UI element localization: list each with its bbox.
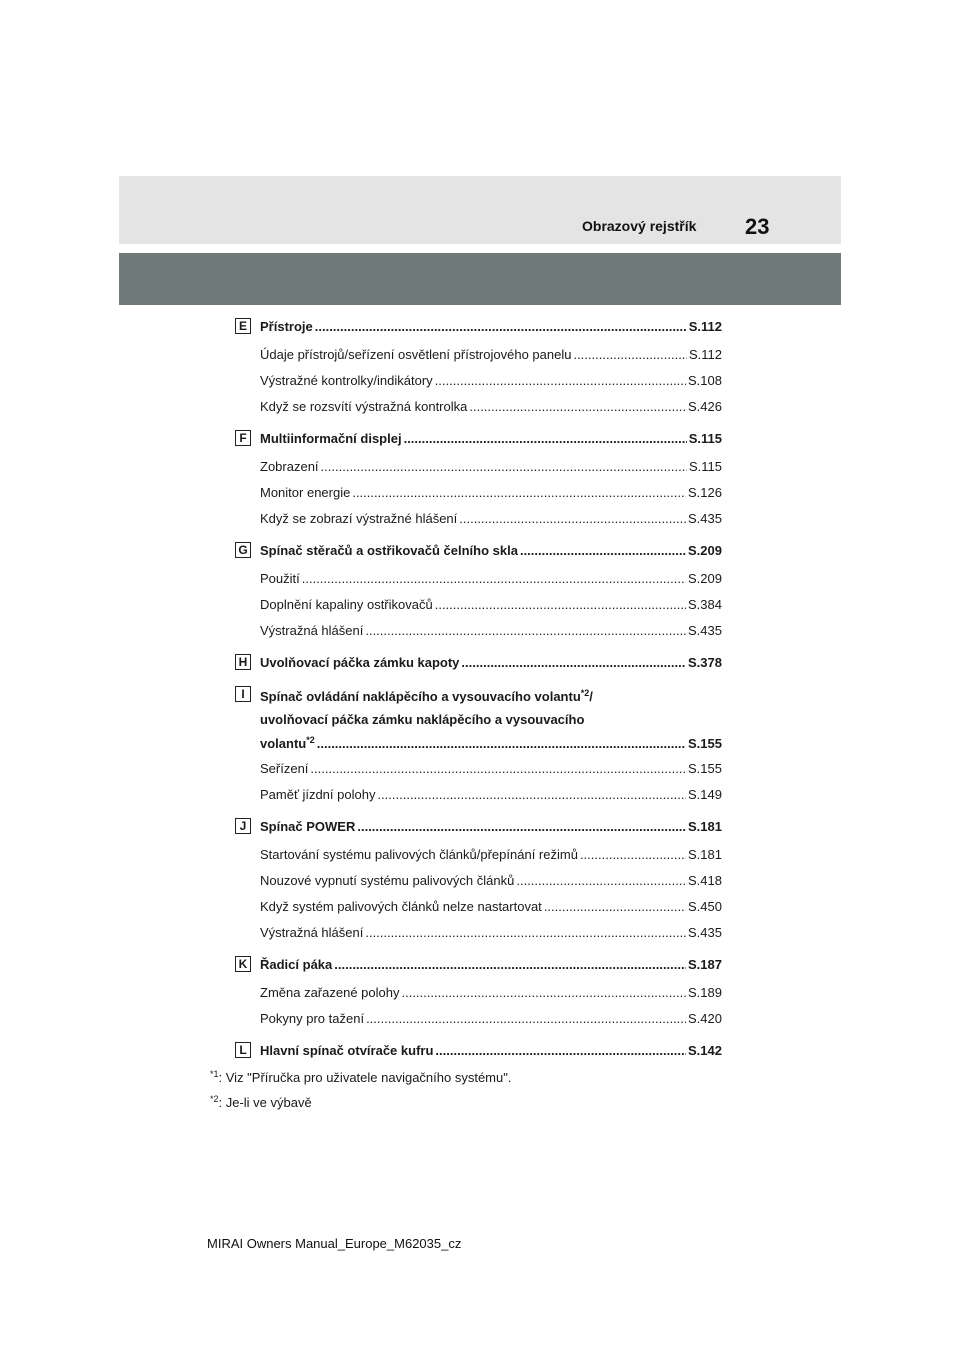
footnote-text: : Je-li ve výbavě xyxy=(218,1095,312,1110)
entry-label: Pokyny pro tažení xyxy=(260,1011,365,1026)
footnote-text: : Viz "Příručka pro uživatele navigačního systému". xyxy=(218,1070,512,1085)
index-entry[interactable] xyxy=(260,459,722,474)
index-entry[interactable] xyxy=(260,623,722,638)
entry-page: S.115 xyxy=(688,431,722,446)
entry-page: S.418 xyxy=(688,873,722,888)
index-entry[interactable] xyxy=(260,985,722,1000)
document-footer: MIRAI Owners Manual_Europe_M62035_cz xyxy=(207,1236,462,1251)
header-dark-band xyxy=(119,253,841,305)
entry-page: S.435 xyxy=(688,511,722,526)
entry-label: uvolňovací páčka zámku naklápěcího a vysouvacího xyxy=(260,712,585,727)
leader-dots xyxy=(321,459,687,474)
footnote-ref: *2 xyxy=(306,735,315,745)
leader-dots xyxy=(544,899,686,914)
index-entry[interactable] xyxy=(260,431,722,446)
entry-page: S.189 xyxy=(688,985,722,1000)
entry-page: S.426 xyxy=(688,399,722,414)
entry-page: S.209 xyxy=(688,571,722,586)
leader-dots xyxy=(580,847,686,862)
leader-dots xyxy=(516,873,686,888)
index-entry[interactable] xyxy=(260,736,722,751)
entry-label: Výstražná hlášení xyxy=(260,623,364,638)
entry-page: S.420 xyxy=(688,1011,722,1026)
marker-h: H xyxy=(235,654,251,670)
marker-i: I xyxy=(235,686,251,702)
index-entry[interactable] xyxy=(260,485,722,500)
entry-label: Monitor energie xyxy=(260,485,351,500)
entry-label: Použití xyxy=(260,571,300,586)
index-entry[interactable] xyxy=(260,347,722,362)
leader-dots xyxy=(435,1043,686,1058)
leader-dots xyxy=(435,373,686,388)
entry-page: S.435 xyxy=(688,623,722,638)
entry-page: S.187 xyxy=(688,957,722,972)
leader-dots xyxy=(315,319,687,334)
entry-page: S.435 xyxy=(688,925,722,940)
entry-page: S.142 xyxy=(688,1043,722,1058)
page-number: 23 xyxy=(745,214,770,239)
entry-page: S.108 xyxy=(688,373,722,388)
index-entry[interactable] xyxy=(260,957,722,972)
entry-label-text: volantu xyxy=(260,736,307,751)
entry-page: S.181 xyxy=(688,819,722,834)
entry-label: Když se zobrazí výstražné hlášení xyxy=(260,511,458,526)
index-entry[interactable] xyxy=(260,399,722,414)
entry-label: Startování systému palivových článků/přepínání režimů xyxy=(260,847,578,862)
leader-dots xyxy=(469,399,686,414)
leader-dots xyxy=(365,623,686,638)
entry-label: Uvolňovací páčka zámku kapoty xyxy=(260,655,460,670)
marker-j: J xyxy=(235,818,251,834)
index-entry[interactable] xyxy=(260,899,722,914)
leader-dots xyxy=(302,571,686,586)
entry-page: S.115 xyxy=(688,459,722,474)
index-entry[interactable] xyxy=(260,1043,722,1058)
index-entry[interactable] xyxy=(260,1011,722,1026)
marker-l: L xyxy=(235,1042,251,1058)
marker-g: G xyxy=(235,542,251,558)
leader-dots xyxy=(401,985,686,1000)
entry-label: Výstražné kontrolky/indikátory xyxy=(260,373,433,388)
index-entry[interactable] xyxy=(260,373,722,388)
entry-label: Když se rozsvítí výstražná kontrolka xyxy=(260,399,468,414)
entry-label: Spínač POWER xyxy=(260,819,356,834)
entry-page: S.378 xyxy=(688,655,722,670)
footnote-ref: *2 xyxy=(580,688,590,698)
index-entry[interactable] xyxy=(260,319,722,334)
entry-label: Paměť jízdní polohy xyxy=(260,787,376,802)
entry-label: Spínač stěračů a ostřikovačů čelního skla xyxy=(260,543,518,558)
leader-dots xyxy=(520,543,686,558)
section-title: Obrazový rejstřík xyxy=(582,218,697,234)
leader-dots xyxy=(334,957,686,972)
leader-dots xyxy=(366,1011,686,1026)
marker-e: E xyxy=(235,318,251,334)
entry-page: S.155 xyxy=(688,736,722,751)
index-entry[interactable] xyxy=(260,655,722,670)
footnote-mark: *2 xyxy=(210,1094,219,1104)
entry-label: Multiinformační displej xyxy=(260,431,402,446)
entry-label-tail: / xyxy=(589,689,593,704)
footnote-1 xyxy=(210,1070,511,1085)
marker-k: K xyxy=(235,956,251,972)
leader-dots xyxy=(310,761,686,776)
index-entry[interactable] xyxy=(260,597,722,612)
index-entry[interactable] xyxy=(260,511,722,526)
entry-page: S.149 xyxy=(688,787,722,802)
entry-label: Údaje přístrojů/seřízení osvětlení přístrojového panelu xyxy=(260,347,572,362)
entry-label: Když systém palivových článků nelze nastartovat xyxy=(260,899,542,914)
leader-dots xyxy=(365,925,686,940)
entry-page: S.112 xyxy=(688,347,722,362)
entry-label: Změna zařazené polohy xyxy=(260,985,400,1000)
index-entry[interactable] xyxy=(260,873,722,888)
leader-dots xyxy=(404,431,687,446)
index-entry-line[interactable] xyxy=(260,712,584,727)
leader-dots xyxy=(352,485,686,500)
entry-label: Přístroje xyxy=(260,319,313,334)
index-entry-line[interactable] xyxy=(260,689,593,704)
entry-label: Zobrazení xyxy=(260,459,319,474)
entry-label: Doplnění kapaliny ostřikovačů xyxy=(260,597,433,612)
entry-label: Řadicí páka xyxy=(260,957,333,972)
leader-dots xyxy=(461,655,686,670)
entry-page: S.155 xyxy=(688,761,722,776)
entry-page: S.181 xyxy=(688,847,722,862)
footnote-2 xyxy=(210,1095,312,1110)
index-entry[interactable] xyxy=(260,787,722,802)
entry-label xyxy=(260,736,315,751)
index-entry[interactable] xyxy=(260,819,722,834)
index-entry[interactable] xyxy=(260,925,722,940)
marker-f: F xyxy=(235,430,251,446)
leader-dots xyxy=(377,787,686,802)
index-entry[interactable] xyxy=(260,571,722,586)
entry-page: S.384 xyxy=(688,597,722,612)
entry-label: Spínač ovládání naklápěcího a vysouvacího volantu xyxy=(260,689,581,704)
header-band xyxy=(119,176,841,244)
footnote-mark: *1 xyxy=(210,1069,219,1079)
entry-page: S.450 xyxy=(688,899,722,914)
index-entry[interactable] xyxy=(260,847,722,862)
leader-dots xyxy=(357,819,686,834)
entry-label: Výstražná hlášení xyxy=(260,925,364,940)
entry-label: Seřízení xyxy=(260,761,309,776)
leader-dots xyxy=(317,736,686,751)
index-entry[interactable] xyxy=(260,761,722,776)
entry-page: S.126 xyxy=(688,485,722,500)
leader-dots xyxy=(459,511,686,526)
entry-page: S.209 xyxy=(688,543,722,558)
leader-dots xyxy=(573,347,687,362)
entry-label: Nouzové vypnutí systému palivových článků xyxy=(260,873,515,888)
leader-dots xyxy=(435,597,686,612)
entry-page: S.112 xyxy=(688,319,722,334)
entry-label: Hlavní spínač otvírače kufru xyxy=(260,1043,434,1058)
index-entry[interactable] xyxy=(260,543,722,558)
